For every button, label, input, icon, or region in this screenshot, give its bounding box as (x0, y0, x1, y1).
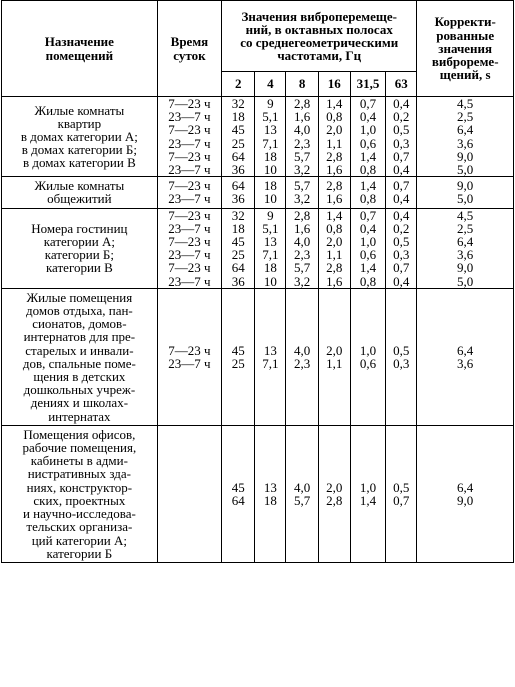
time-of-day-value: 23—7 ч (168, 247, 211, 263)
room-purpose-line: старелых и инвали- (25, 342, 134, 358)
displacement-value: 2,8 (326, 492, 343, 508)
room-purpose-line: Жилые помещения (26, 289, 133, 305)
displacement-cell (350, 97, 385, 177)
displacement-value: 7,1 (262, 247, 279, 263)
displacement-value: 1,6 (326, 162, 343, 178)
room-purpose-line: общежитий (47, 191, 112, 207)
displacement-value: 0,3 (393, 247, 410, 263)
time-of-day-value: 23—7 ч (168, 273, 211, 289)
displacement-value: 0,6 (359, 135, 377, 151)
frequency-header-cell: 2 (222, 72, 255, 97)
corrected-value: 4,5 (457, 207, 474, 223)
displacement-value: 2,8 (293, 96, 311, 111)
displacement-value: 0,7 (359, 96, 377, 111)
displacement-value: 0,5 (393, 122, 410, 138)
corrected-value-cell (417, 177, 514, 208)
displacement-value: 0,8 (359, 191, 377, 207)
displacement-value: 0,2 (393, 109, 410, 125)
displacement-value: 7,1 (262, 135, 279, 151)
room-purpose-line: тельских организа- (26, 519, 133, 535)
displacement-value: 1,4 (359, 178, 377, 194)
time-of-day-cell (157, 288, 221, 425)
displacement-value: 2,3 (293, 247, 311, 263)
displacement-value: 32 (231, 207, 245, 223)
displacement-value: 0,6 (359, 355, 377, 371)
displacement-cell (350, 208, 385, 288)
corrected-header-line: Корректи- (434, 14, 496, 30)
displacement-value: 64 (231, 178, 245, 194)
displacement-value: 45 (231, 234, 245, 250)
room-purpose-line: в домах категории Б; (21, 142, 137, 158)
displacement-value: 4,0 (293, 342, 311, 358)
displacement-value: 0,4 (359, 109, 377, 125)
frequency-header-cell: 63 (386, 72, 417, 97)
room-purpose-line: дошкольных учреж- (23, 382, 136, 398)
room-purpose-line: сионатов, домов- (32, 316, 127, 332)
displacement-cell (386, 208, 417, 288)
displacement-value: 0,8 (326, 109, 343, 125)
displacement-cell (350, 425, 385, 562)
corrected-value: 6,4 (457, 479, 474, 495)
purpose-header-line: помещений (45, 47, 114, 63)
corrected-value-cell (417, 208, 514, 288)
displacement-cell (386, 97, 417, 177)
displacement-value: 0,8 (326, 220, 343, 236)
displacement-value: 0,4 (393, 191, 410, 207)
displacement-value: 0,7 (393, 178, 410, 194)
displacement-cell (286, 208, 318, 288)
room-purpose-line: Номера гостиниц (31, 220, 128, 236)
table-row (2, 97, 514, 177)
displacement-value: 1,4 (359, 260, 377, 276)
displacement-value: 2,8 (326, 260, 343, 276)
displacement-value: 1,0 (359, 234, 377, 250)
displacement-value: 13 (263, 479, 277, 495)
displacement-value: 2,3 (293, 135, 311, 151)
displacement-value: 2,0 (326, 122, 343, 138)
room-purpose-line: ниях, конструктор- (26, 479, 133, 495)
corrected-value: 9,0 (457, 148, 474, 164)
displacement-value: 1,6 (293, 220, 311, 236)
time-of-day-value (158, 481, 221, 494)
time-of-day-value: 7—23 ч (168, 342, 211, 358)
room-purpose-line: домов отдыха, пан- (25, 303, 133, 319)
displacement-value: 1,6 (293, 109, 311, 125)
displacement-value: 0,5 (393, 342, 410, 358)
displacement-value: 25 (231, 247, 245, 263)
displacement-value: 36 (231, 191, 245, 207)
octave-group-header (222, 1, 417, 72)
displacement-value: 45 (231, 342, 245, 358)
time-of-day-value: 23—7 ч (168, 220, 211, 236)
displacement-value: 2,0 (326, 479, 343, 495)
displacement-value: 18 (231, 109, 245, 125)
frequency-header-cell: 16 (318, 72, 350, 97)
displacement-value: 3,2 (293, 162, 311, 178)
room-purpose-line: категории Б (46, 545, 113, 561)
time-of-day-value: 23—7 ч (168, 191, 211, 207)
displacement-value: 64 (231, 260, 245, 276)
frequency-header-cell: 8 (286, 72, 318, 97)
corrected-header-line: виброреме- (431, 54, 499, 70)
displacement-value: 0,2 (393, 220, 410, 236)
room-purpose-line: кабинеты в адми- (30, 453, 128, 469)
displacement-cell (255, 97, 286, 177)
displacement-value: 10 (263, 191, 277, 207)
displacement-value: 0,5 (393, 479, 410, 495)
displacement-value: 0,4 (393, 207, 410, 223)
room-purpose-line: Помещения офисов, (23, 426, 136, 442)
table-row (2, 177, 514, 208)
displacement-value: 13 (263, 122, 277, 138)
room-purpose-line: нистративных зда- (27, 466, 132, 482)
corrected-value: 9,0 (457, 492, 474, 508)
displacement-value: 0,7 (359, 207, 377, 223)
room-purpose-cell (2, 425, 158, 562)
time-of-day-value: 7—23 ч (168, 122, 211, 138)
displacement-value: 4,0 (293, 479, 311, 495)
displacement-value: 0,3 (393, 135, 410, 151)
room-purpose-cell (2, 208, 158, 288)
time-of-day-value: 7—23 ч (168, 148, 211, 164)
corrected-value: 9,0 (457, 178, 474, 194)
displacement-value: 1,0 (359, 479, 377, 495)
displacement-value: 5,7 (293, 260, 311, 276)
displacement-cell (318, 208, 350, 288)
displacement-cell (286, 177, 318, 208)
vibration-norms-table (1, 0, 514, 563)
corrected-value: 6,4 (457, 122, 474, 138)
displacement-value: 4,0 (293, 122, 311, 138)
room-purpose-line: ций категории А; (31, 532, 128, 548)
displacement-cell (222, 97, 255, 177)
frequency-header-cell: 31,5 (350, 72, 385, 97)
time-of-day-value (158, 494, 221, 507)
displacement-value: 5,7 (293, 492, 311, 508)
purpose-header-line: Назначение (44, 34, 114, 50)
displacement-value: 45 (231, 122, 245, 138)
corrected-value-cell (417, 425, 514, 562)
displacement-value: 2,8 (326, 148, 343, 164)
displacement-value: 0,8 (359, 162, 377, 178)
header-row-top (2, 1, 514, 72)
displacement-value: 5,7 (293, 148, 311, 164)
displacement-cell (318, 97, 350, 177)
room-purpose-line: дениях и школах- (30, 395, 129, 411)
displacement-cell (286, 425, 318, 562)
displacement-value: 0,4 (393, 273, 410, 289)
displacement-value: 1,1 (326, 247, 343, 263)
corrected-values-header (417, 1, 514, 97)
displacement-value: 0,5 (393, 234, 410, 250)
corrected-value: 5,0 (457, 191, 474, 207)
corrected-value: 9,0 (457, 260, 474, 276)
displacement-value: 3,2 (293, 191, 311, 207)
time-of-day-value: 7—23 ч (168, 207, 211, 223)
displacement-cell (386, 425, 417, 562)
corrected-value: 4,5 (457, 96, 474, 111)
octave-header-line: частотами, Гц (277, 48, 362, 64)
displacement-value: 9 (267, 207, 274, 223)
table-row (2, 425, 514, 562)
corrected-header-line: значения (438, 40, 493, 56)
displacement-value: 13 (263, 342, 277, 358)
displacement-value: 10 (263, 273, 277, 289)
time-of-day-value: 23—7 ч (168, 135, 211, 151)
corrected-value: 6,4 (457, 234, 474, 250)
time-of-day-value: 7—23 ч (168, 178, 211, 194)
displacement-value: 0,7 (393, 492, 410, 508)
time-of-day-cell (157, 425, 221, 562)
displacement-value: 7,1 (262, 355, 279, 371)
displacement-value: 3,2 (293, 273, 311, 289)
room-purpose-line: категории А; (43, 234, 115, 250)
room-purpose-line: квартир (57, 115, 102, 131)
displacement-cell (222, 425, 255, 562)
displacement-cell (255, 288, 286, 425)
displacement-value: 13 (263, 234, 277, 250)
displacement-value: 1,4 (326, 207, 343, 223)
displacement-value: 1,1 (326, 355, 343, 371)
room-purpose-line: в домах категории А; (20, 129, 138, 144)
room-purpose-cell (2, 177, 158, 208)
displacement-value: 0,8 (359, 273, 377, 289)
displacement-value: 0,4 (359, 220, 377, 236)
displacement-value: 1,0 (359, 342, 377, 358)
time-of-day-value: 7—23 ч (168, 96, 211, 111)
displacement-value: 5,1 (262, 220, 279, 236)
displacement-value: 0,7 (393, 260, 410, 276)
displacement-cell (255, 425, 286, 562)
octave-header-line: Значения виброперемеще- (241, 8, 397, 24)
time-header-line: суток (173, 47, 206, 63)
room-purpose-line: рабочие помещения, (22, 440, 137, 456)
corrected-value-cell (417, 97, 514, 177)
displacement-cell (386, 177, 417, 208)
displacement-value: 36 (231, 162, 245, 178)
displacement-value: 2,0 (326, 234, 343, 250)
time-header (157, 1, 221, 97)
time-of-day-value: 23—7 ч (168, 109, 211, 125)
displacement-value: 18 (263, 148, 277, 164)
corrected-value: 3,6 (457, 355, 474, 371)
room-purpose-line: и научно-исследова- (22, 506, 136, 522)
time-of-day-value: 7—23 ч (168, 234, 211, 250)
displacement-cell (318, 288, 350, 425)
room-purpose-line: интернатах (48, 408, 111, 424)
displacement-value: 25 (231, 355, 245, 371)
displacement-value: 0,3 (393, 355, 410, 371)
corrected-value: 3,6 (457, 247, 474, 263)
displacement-cell (286, 97, 318, 177)
displacement-cell (386, 288, 417, 425)
displacement-value: 45 (231, 479, 245, 495)
displacement-value: 0,7 (393, 148, 410, 164)
displacement-value: 9 (267, 96, 274, 111)
table-row (2, 288, 514, 425)
displacement-value: 25 (231, 135, 245, 151)
frequency-header-cell: 4 (255, 72, 286, 97)
time-of-day-cell (157, 208, 221, 288)
displacement-value: 10 (263, 162, 277, 178)
displacement-value: 18 (231, 220, 245, 236)
time-of-day-cell (157, 97, 221, 177)
corrected-header-line: рованные (436, 27, 495, 43)
displacement-cell (255, 208, 286, 288)
displacement-value: 64 (231, 148, 245, 164)
displacement-value: 1,4 (359, 492, 377, 508)
displacement-cell (222, 177, 255, 208)
room-purpose-line: ских, проектных (33, 492, 126, 508)
displacement-value: 1,1 (326, 135, 343, 151)
displacement-value: 36 (231, 273, 245, 289)
time-of-day-value: 23—7 ч (168, 355, 211, 371)
displacement-cell (286, 288, 318, 425)
displacement-value: 5,7 (293, 178, 311, 194)
displacement-cell (222, 208, 255, 288)
corrected-value: 6,4 (457, 342, 474, 358)
room-purpose-cell (2, 288, 158, 425)
corrected-value: 2,5 (457, 220, 474, 236)
time-of-day-value: 23—7 ч (168, 162, 211, 178)
octave-header-line: ний, в октавных полосах (245, 21, 393, 37)
corrected-header-line: щений, s (439, 67, 491, 83)
corrected-value-cell (417, 288, 514, 425)
displacement-value: 1,0 (359, 122, 377, 138)
time-header-line: Время (170, 34, 209, 50)
corrected-value: 5,0 (457, 162, 474, 178)
purpose-header (2, 1, 158, 97)
displacement-value: 2,8 (293, 207, 311, 223)
displacement-value: 32 (231, 96, 245, 111)
displacement-value: 5,1 (262, 109, 279, 125)
time-of-day-value: 7—23 ч (168, 260, 211, 276)
displacement-value: 1,6 (326, 273, 343, 289)
octave-header-line: со среднегеометрическими (240, 35, 399, 50)
room-purpose-cell (2, 97, 158, 177)
room-purpose-line: категории Б; (44, 247, 114, 263)
displacement-value: 64 (231, 492, 245, 508)
displacement-value: 4,0 (293, 234, 311, 250)
displacement-value: 2,0 (326, 342, 343, 358)
displacement-value: 2,8 (326, 178, 343, 194)
corrected-value: 2,5 (457, 109, 474, 125)
displacement-cell (350, 177, 385, 208)
room-purpose-line: дов, спальные поме- (22, 355, 136, 371)
displacement-value: 1,6 (326, 191, 343, 207)
time-of-day-cell (157, 177, 221, 208)
corrected-value: 3,6 (457, 135, 474, 151)
room-purpose-line: категории В (45, 260, 113, 276)
displacement-value: 18 (263, 178, 277, 194)
displacement-cell (318, 425, 350, 562)
displacement-value: 2,3 (293, 355, 311, 371)
displacement-cell (350, 288, 385, 425)
displacement-value: 0,6 (359, 247, 377, 263)
displacement-value: 0,4 (393, 162, 410, 178)
displacement-cell (222, 288, 255, 425)
room-purpose-line: щения в детских (33, 369, 126, 385)
displacement-value: 1,4 (326, 96, 343, 111)
table-row (2, 208, 514, 288)
displacement-value: 0,4 (393, 96, 410, 111)
room-purpose-line: Жилые комнаты (34, 102, 125, 118)
displacement-value: 1,4 (359, 148, 377, 164)
displacement-cell (255, 177, 286, 208)
displacement-value: 18 (263, 492, 277, 508)
displacement-value: 18 (263, 260, 277, 276)
corrected-value: 5,0 (457, 273, 474, 289)
room-purpose-line: интернатов для пре- (23, 329, 136, 345)
room-purpose-line: в домах категории В (22, 155, 136, 171)
displacement-cell (318, 177, 350, 208)
room-purpose-line: Жилые комнаты (34, 178, 125, 194)
